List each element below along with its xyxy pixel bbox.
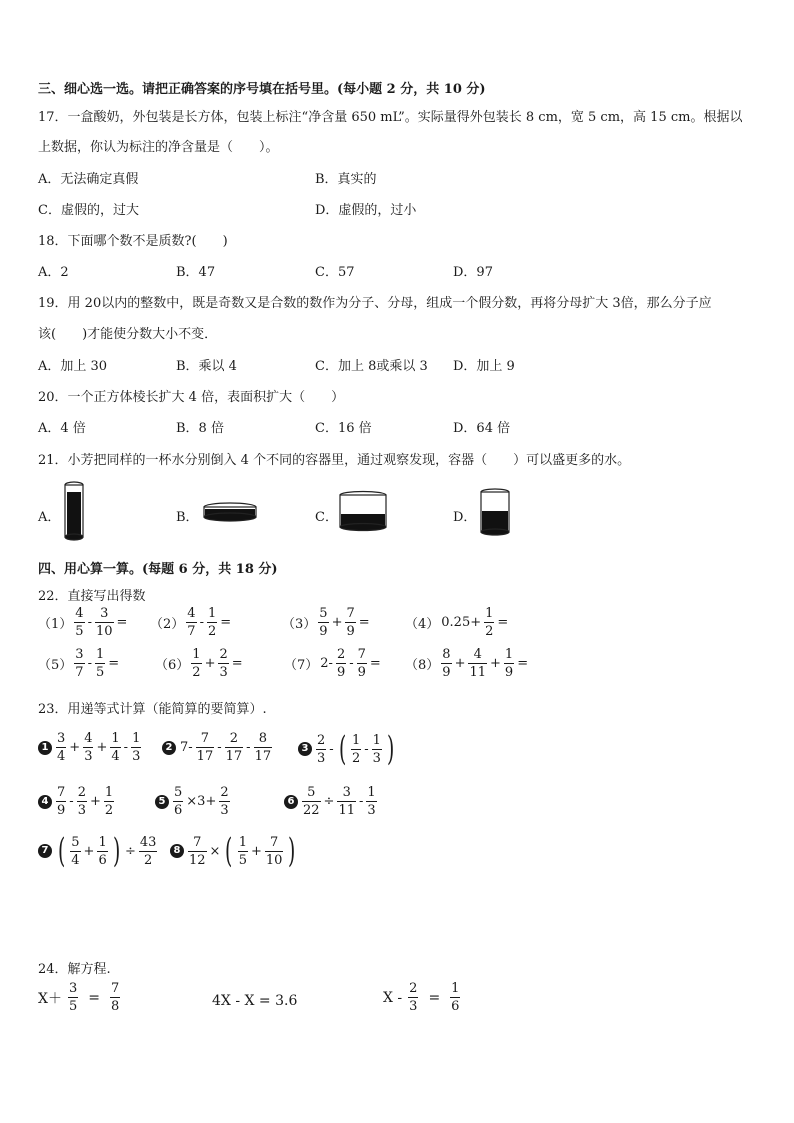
fraction: $\frac{2}{17}$ — [225, 731, 243, 764]
fraction: $\frac{7}{10}$ — [265, 834, 283, 868]
question-17-line2: 上数据，你认为标注的净含量是（ ）。 — [38, 140, 279, 155]
container-b-image — [202, 500, 258, 524]
fraction: $\frac{5}{22}$ — [303, 785, 320, 818]
q22-item-6: （6） $\frac{1}{2}$ + $\frac{2}{3}$ = — [155, 647, 243, 680]
fraction: $\frac{2}{3}$ — [219, 647, 228, 680]
fraction: $\frac{1}{4}$ — [111, 731, 120, 764]
fraction: $\frac{3}{10}$ — [95, 606, 113, 639]
fraction: $\frac{7}{8}$ — [110, 981, 120, 1014]
equation-1: X＋ $\frac{3}{5}$ = $\frac{7}{8}$ — [38, 981, 120, 1014]
q22-label-6: （6） — [155, 658, 190, 673]
fraction: $\frac{1}{2}$ — [351, 732, 361, 766]
fraction: $\frac{43}{2}$ — [139, 834, 157, 868]
question-23: 23．用递等式计算（能简算的要简算）. — [38, 702, 267, 717]
q23-item-3: 3 $\frac{2}{3}$ - ( $\frac{1}{2}$ - $\frac{1}{3}$ ) — [298, 732, 397, 766]
q22-label-8: （8） — [405, 658, 440, 673]
fraction: $\frac{3}{4}$ — [57, 731, 66, 764]
q19-option-a[interactable]: A．加上 30 — [38, 359, 108, 374]
fraction: $\frac{5}{4}$ — [71, 834, 80, 868]
fraction: $\frac{2}{3}$ — [409, 981, 418, 1014]
q22-item-8: （8） $\frac{8}{9}$ + $\frac{4}{11}$ + $\frac{1}{9}$ = — [405, 647, 529, 680]
fraction: $\frac{7}{12}$ — [189, 834, 206, 868]
fraction: $\frac{4}{3}$ — [84, 731, 93, 764]
circled-number-6: 6 — [284, 795, 298, 809]
fraction: $\frac{3}{5}$ — [68, 981, 78, 1014]
q20-option-c[interactable]: C．16 倍 — [315, 421, 372, 436]
q22-item-1: （1） $\frac{4}{5}$ - $\frac{3}{10}$ = — [38, 606, 128, 639]
section-title-3: 三、细心选一选。请把正确答案的序号填在括号里。(每小题 2 分，共 10 分) — [38, 82, 486, 97]
q23-item-4: 4 $\frac{7}{9}$ - $\frac{2}{3}$ + $\frac{1}{2}$ — [38, 786, 115, 817]
circled-number-5: 5 — [155, 795, 169, 809]
question-17-line1: 17．一盒酸奶，外包装是长方体，包装上标注“净含量 650 mL”。实际量得外包装长 8 cm，宽 5 cm，高 15 cm。根据以 — [38, 110, 743, 125]
container-a-image — [62, 480, 86, 542]
fraction: $\frac{1}{3}$ — [372, 732, 381, 766]
right-paren: ) — [386, 729, 395, 769]
fraction: $\frac{2}{3}$ — [77, 785, 86, 818]
fraction: $\frac{1}{3}$ — [132, 731, 141, 764]
container-d-image — [478, 487, 512, 537]
fraction: $\frac{4}{5}$ — [75, 606, 84, 639]
q17-option-d[interactable]: D．虚假的，过小 — [315, 203, 417, 218]
circled-number-7: 7 — [38, 844, 52, 858]
q22-label-7: （7） — [284, 658, 319, 673]
right-paren: ) — [112, 831, 121, 871]
fraction: $\frac{1}{2}$ — [104, 785, 114, 818]
circled-number-2: 2 — [162, 741, 176, 755]
q22-label-4: （4） — [405, 617, 440, 632]
q23-item-7: 7 ( $\frac{5}{4}$ + $\frac{1}{6}$ ) ÷ $\frac{43}{2}$ — [38, 834, 158, 868]
equation-3: X - $\frac{2}{3}$ = $\frac{1}{6}$ — [383, 981, 460, 1014]
fraction: $\frac{1}{6}$ — [451, 981, 460, 1014]
q20-option-b[interactable]: B．8 倍 — [176, 421, 224, 436]
question-22: 22．直接写出得数 — [38, 589, 146, 604]
q18-option-a[interactable]: A．2 — [38, 265, 69, 280]
q17-option-a[interactable]: A．无法确定真假 — [38, 172, 139, 187]
left-paren: ( — [338, 729, 346, 769]
q21-option-c[interactable]: C． — [315, 510, 338, 525]
q22-item-7: （7） 2- $\frac{2}{9}$ - $\frac{7}{9}$ = — [284, 647, 381, 680]
fraction: $\frac{4}{7}$ — [187, 606, 196, 639]
fraction: $\frac{4}{11}$ — [469, 647, 487, 680]
fraction: $\frac{1}{5}$ — [238, 834, 247, 868]
section-title-4: 四、用心算一算。(每题 6 分，共 18 分) — [38, 562, 278, 577]
fraction: $\frac{1}{9}$ — [504, 647, 514, 680]
q22-item-2: （2） $\frac{4}{7}$ - $\frac{1}{2}$ = — [150, 606, 232, 639]
q22-item-4: （4） 0.25+ $\frac{1}{2}$ = — [405, 606, 509, 639]
q21-option-d[interactable]: D． — [453, 510, 477, 525]
q18-option-b[interactable]: B．47 — [176, 265, 216, 280]
fraction: $\frac{3}{7}$ — [75, 647, 84, 680]
fraction: $\frac{1}{2}$ — [192, 647, 201, 680]
fraction: $\frac{2}{3}$ — [317, 732, 326, 766]
q22-label-5: （5） — [38, 658, 73, 673]
q19-option-b[interactable]: B．乘以 4 — [176, 359, 237, 374]
fraction: $\frac{7}{9}$ — [357, 647, 366, 680]
q20-option-d[interactable]: D．64 倍 — [453, 421, 511, 436]
q19-option-d[interactable]: D．加上 9 — [453, 359, 515, 374]
q17-option-b[interactable]: B．真实的 — [315, 172, 377, 187]
left-paren: ( — [225, 831, 233, 871]
circled-number-1: 1 — [38, 741, 52, 755]
fraction: $\frac{7}{17}$ — [196, 731, 214, 764]
q19-option-c[interactable]: C．加上 8或乘以 3 — [315, 359, 428, 374]
q21-option-b[interactable]: B． — [176, 510, 199, 525]
question-19-line1: 19．用 20以内的整数中，既是奇数又是合数的数作为分子、分母，组成一个假分数，再将分母扩大 3倍，那么分子应 — [38, 296, 712, 311]
fraction: $\frac{1}{6}$ — [98, 834, 107, 868]
fraction: $\frac{2}{9}$ — [336, 647, 346, 680]
fraction: $\frac{1}{5}$ — [95, 647, 105, 680]
right-paren: ) — [288, 831, 296, 871]
q18-option-c[interactable]: C．57 — [315, 265, 355, 280]
fraction: $\frac{7}{9}$ — [57, 785, 66, 818]
q18-option-d[interactable]: D．97 — [453, 265, 493, 280]
q22-item-3: （3） $\frac{5}{9}$ + $\frac{7}{9}$ = — [282, 606, 370, 639]
circled-number-8: 8 — [170, 844, 184, 858]
q21-option-a[interactable]: A． — [38, 510, 61, 525]
left-paren: ( — [57, 831, 66, 871]
fraction: $\frac{1}{2}$ — [207, 606, 217, 639]
q23-item-1: 1 $\frac{3}{4}$ + $\frac{4}{3}$ + $\frac{1}{4}$ - $\frac{1}{3}$ — [38, 732, 142, 763]
question-21: 21．小芳把同样的一杯水分别倒入 4 个不同的容器里，通过观察发现，容器（ ）可以盛更多的水。 — [38, 453, 631, 468]
q22-label-1: （1） — [38, 617, 73, 632]
fraction: $\frac{8}{17}$ — [254, 731, 272, 764]
q23-item-6: 6 $\frac{5}{22}$ ÷ $\frac{3}{11}$ - $\frac{1}{3}$ — [284, 786, 378, 817]
fraction: $\frac{1}{3}$ — [367, 785, 376, 818]
q23-item-8: 8 $\frac{7}{12}$ × ( $\frac{1}{5}$ + $\frac{7}{10}$ ) — [170, 834, 299, 868]
fraction: $\frac{1}{2}$ — [485, 606, 494, 639]
q22-label-3: （3） — [282, 617, 317, 632]
fraction: $\frac{5}{9}$ — [319, 606, 328, 639]
q20-option-a[interactable]: A．4 倍 — [38, 421, 86, 436]
container-c-image — [338, 490, 388, 532]
fraction: $\frac{8}{9}$ — [442, 647, 451, 680]
q22-label-2: （2） — [150, 617, 185, 632]
question-18: 18．下面哪个数不是质数?( ) — [38, 234, 228, 249]
question-24: 24．解方程. — [38, 962, 111, 977]
circled-number-3: 3 — [298, 742, 312, 756]
fraction: $\frac{2}{3}$ — [220, 785, 229, 818]
q22-item-5: （5） $\frac{3}{7}$ - $\frac{1}{5}$ = — [38, 647, 120, 680]
equation-2: 4X - X = 3.6 — [212, 993, 298, 1009]
q23-item-5: 5 $\frac{5}{6}$ ×3+ $\frac{2}{3}$ — [155, 786, 231, 817]
fraction: $\frac{5}{6}$ — [174, 785, 183, 818]
question-19-line2: 该( )才能使分数大小不变． — [38, 327, 218, 342]
fraction: $\frac{3}{11}$ — [338, 785, 355, 818]
circled-number-4: 4 — [38, 795, 52, 809]
q23-item-2: 2 7- $\frac{7}{17}$ - $\frac{2}{17}$ - $\frac{8}{17}$ — [162, 732, 273, 763]
fraction: $\frac{7}{9}$ — [346, 606, 355, 639]
q17-option-c[interactable]: C．虚假的，过大 — [38, 203, 139, 218]
question-20: 20．一个正方体棱长扩大 4 倍，表面积扩大（ ） — [38, 390, 345, 405]
